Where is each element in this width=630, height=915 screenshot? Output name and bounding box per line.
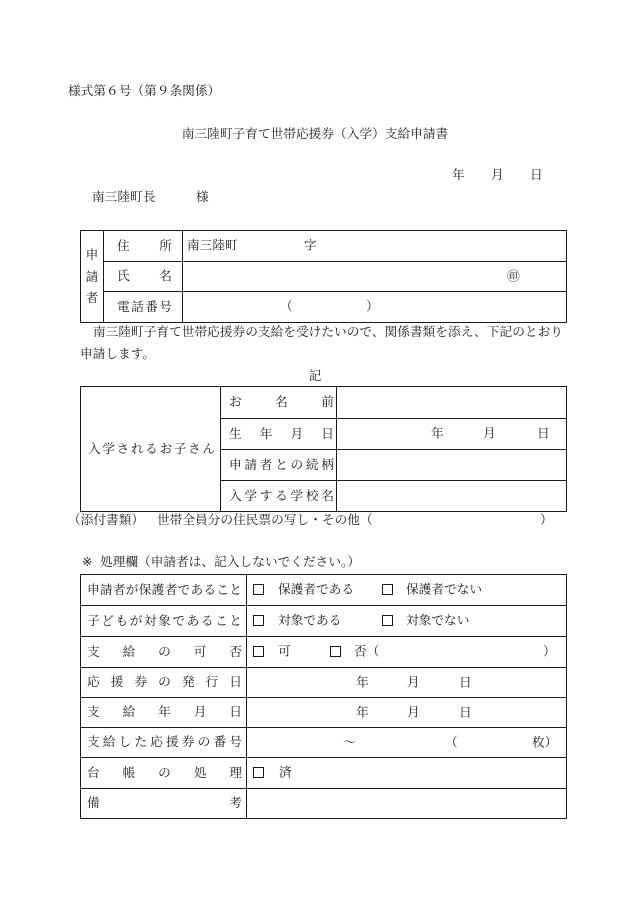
guardian-label: 申請者が保護者であること <box>87 581 242 597</box>
payment-date-year-label: 年 <box>356 704 369 720</box>
date-month-label: 月 <box>491 167 504 182</box>
voucher-range-tilde: ～ <box>343 734 356 750</box>
issue-date-label-cell <box>81 668 246 697</box>
ledger-label-cell <box>81 758 246 788</box>
attachments-close-paren: ） <box>540 512 553 527</box>
child-birthdate-label-cell <box>221 419 336 449</box>
relationship-field[interactable] <box>337 450 566 480</box>
guardian-field <box>247 575 566 605</box>
date-day-label: 日 <box>530 167 543 182</box>
child-birthdate-field[interactable] <box>337 419 566 449</box>
attachments-text: 世帯全員分の住民票の写し・その他（ <box>157 512 373 527</box>
issue-date-day-label: 日 <box>459 674 472 690</box>
child-name-label: お名前 <box>229 394 334 410</box>
address-district: 字 <box>304 237 317 253</box>
phone-label-cell <box>104 292 182 322</box>
payment-date-label: 支給年月日 <box>87 704 242 720</box>
seal-mark-icon: ㊞ <box>507 268 520 284</box>
remarks-label-cell <box>81 789 246 818</box>
form-number: 様式第６号（第９条関係） <box>68 83 221 98</box>
phone-field[interactable] <box>183 292 566 322</box>
child-table <box>80 386 567 512</box>
approval-label-cell <box>81 637 246 667</box>
phone-close-paren: ） <box>366 298 379 314</box>
reference-mark-icon: ※ <box>82 554 93 569</box>
rejected-close-paren: ） <box>543 643 556 659</box>
birthdate-day-label: 日 <box>537 425 550 441</box>
phone-open-paren: （ <box>280 298 293 314</box>
payment-date-day-label: 日 <box>459 704 472 720</box>
address-label-cell <box>104 231 182 261</box>
issue-date-label: 応援券の発行日 <box>87 674 242 690</box>
eligible-label-cell <box>81 606 246 636</box>
eligible-no-label: 対象でない <box>406 612 470 628</box>
voucher-count-open-paren: （ <box>445 734 458 750</box>
school-field[interactable] <box>337 481 566 511</box>
child-name-label-cell <box>221 387 336 418</box>
child-birthdate-label: 生年月日 <box>229 425 334 441</box>
child-group-cell <box>81 387 220 511</box>
addressee-honorific: 様 <box>196 189 209 204</box>
school-label: 入学する学校名 <box>229 487 334 503</box>
checkbox-eligible-no[interactable] <box>382 615 393 626</box>
address-label: 住所 <box>117 237 172 253</box>
applicant-group-label: 申請者 <box>85 247 99 306</box>
guardian-label-cell <box>81 575 246 605</box>
birthdate-year-label: 年 <box>431 425 444 441</box>
applicant-table <box>80 230 567 323</box>
name-label: 氏名 <box>117 268 172 284</box>
ledger-field <box>247 758 566 788</box>
voucher-numbers-label-cell <box>81 728 246 757</box>
checkbox-guardian-no[interactable] <box>382 584 393 595</box>
phone-label: 電話番号 <box>117 298 172 314</box>
school-label-cell <box>221 481 336 511</box>
birthdate-month-label: 月 <box>483 425 496 441</box>
ledger-done-label: 済 <box>279 764 292 780</box>
rejected-label: 否（ <box>354 643 380 659</box>
guardian-yes-label: 保護者である <box>278 581 355 597</box>
remarks-field[interactable] <box>247 789 566 818</box>
approval-field <box>247 637 566 667</box>
voucher-numbers-field[interactable] <box>247 728 566 757</box>
child-name-field[interactable] <box>337 387 566 418</box>
checkbox-guardian-yes[interactable] <box>253 584 264 595</box>
payment-date-month-label: 月 <box>407 704 420 720</box>
checkbox-rejected[interactable] <box>330 646 341 657</box>
checkbox-approved[interactable] <box>253 646 264 657</box>
payment-date-label-cell <box>81 698 246 727</box>
approved-label: 可 <box>278 643 291 659</box>
address-field[interactable] <box>183 231 566 261</box>
address-town: 南三陸町 <box>187 237 238 253</box>
name-label-cell <box>104 262 182 291</box>
guardian-no-label: 保護者でない <box>406 581 483 597</box>
issue-date-field[interactable] <box>247 668 566 697</box>
addressee-name: 南三陸町長 <box>92 189 156 204</box>
checkbox-ledger-done[interactable] <box>253 767 264 778</box>
processing-heading-text: 処理欄（申請者は、記入しないでください。） <box>100 554 361 569</box>
request-text-line-2: 申請します。 <box>80 346 156 361</box>
voucher-numbers-label: 支給した応援券の番号 <box>87 734 242 750</box>
checkbox-eligible-yes[interactable] <box>253 615 264 626</box>
form-title: 南三陸町子育て世帯応援券（入学）支給申請書 <box>181 126 449 141</box>
eligible-label: 子どもが対象であること <box>87 612 242 628</box>
date-year-label: 年 <box>452 167 465 182</box>
request-text-line-1: 南三陸町子育て世帯応援券の支給を受けたいので、関係書類を添え、下記のとおり <box>93 324 563 339</box>
eligible-field <box>247 606 566 636</box>
issue-date-year-label: 年 <box>356 674 369 690</box>
attachments-label: （添付書類） <box>68 512 145 527</box>
ledger-label: 台帳の処理 <box>87 764 242 780</box>
relationship-label-cell <box>221 450 336 480</box>
relationship-label: 申請者との続柄 <box>229 456 334 472</box>
voucher-count-unit: 枚） <box>532 734 558 750</box>
eligible-yes-label: 対象である <box>278 612 342 628</box>
issue-date-month-label: 月 <box>407 674 420 690</box>
child-group-label: 入学されるお子さん <box>88 440 215 456</box>
applicant-group-cell <box>81 231 103 322</box>
approval-label: 支給の可否 <box>87 643 242 659</box>
name-field[interactable] <box>183 262 566 291</box>
remarks-label: 備考 <box>87 795 242 811</box>
record-label: 記 <box>308 368 322 383</box>
processing-table <box>80 574 567 819</box>
payment-date-field[interactable] <box>247 698 566 727</box>
